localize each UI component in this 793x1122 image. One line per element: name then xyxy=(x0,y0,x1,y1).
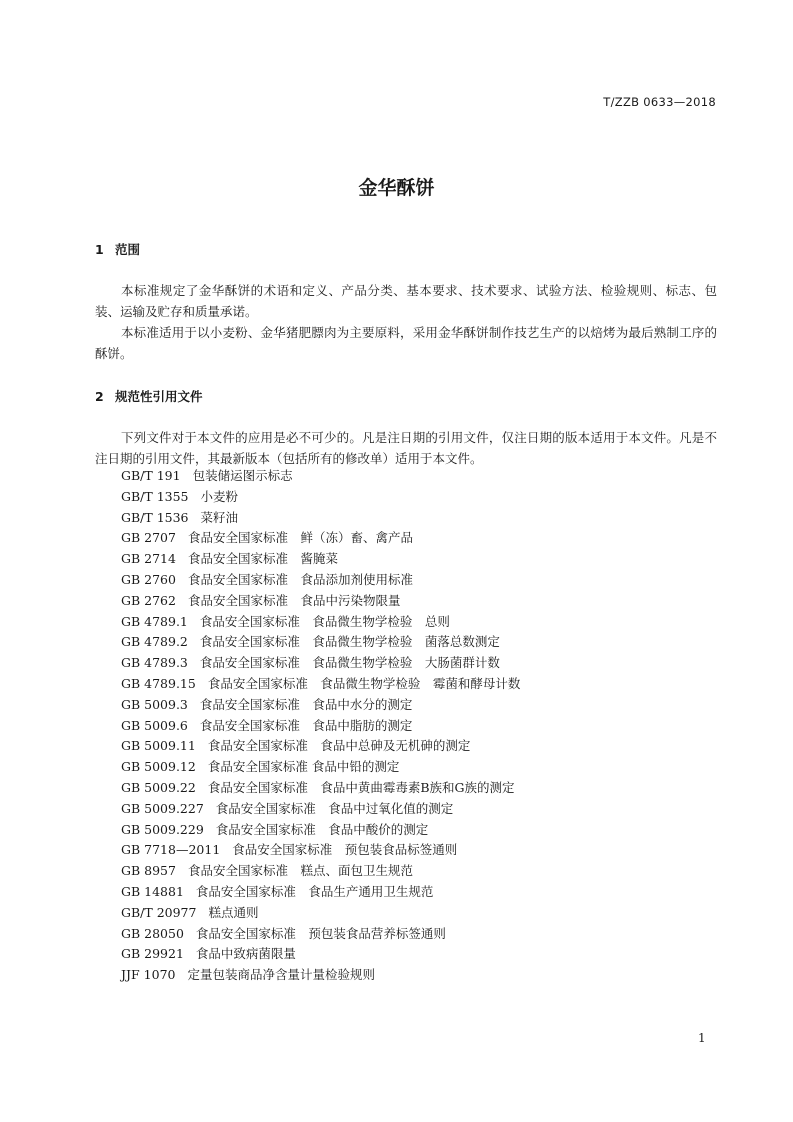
reference-item xyxy=(121,487,520,508)
section-1-heading xyxy=(95,240,140,258)
reference-item xyxy=(121,716,520,737)
reference-code: GB/T 1536 xyxy=(121,509,189,525)
reference-item xyxy=(121,736,520,757)
reference-list xyxy=(121,466,520,986)
reference-title: 食品安全国家标准 酱腌菜 xyxy=(187,551,338,567)
reference-title: 食品中致病菌限量 xyxy=(195,946,296,962)
section-1-number: 1 xyxy=(95,242,104,257)
reference-item xyxy=(121,528,520,549)
reference-code: GB 5009.6 xyxy=(121,717,188,733)
reference-code: GB 5009.229 xyxy=(121,821,204,837)
reference-item xyxy=(121,570,520,591)
reference-title: 食品安全国家标准 食品中过氧化值的测定 xyxy=(215,800,454,816)
reference-title: 食品安全国家标准 食品微生物学检验 大肠菌群计数 xyxy=(199,655,500,671)
reference-item xyxy=(121,882,520,903)
standard-code: T/ZZB 0633—2018 xyxy=(603,95,716,109)
reference-code: GB 4789.2 xyxy=(121,634,188,650)
reference-title: 食品安全国家标准 食品微生物学检验 霉菌和酵母计数 xyxy=(207,675,521,691)
reference-code: GB 29921 xyxy=(121,946,184,962)
section-1-title: 范围 xyxy=(115,242,141,257)
reference-item xyxy=(121,612,520,633)
reference-item xyxy=(121,674,520,695)
reference-item xyxy=(121,944,520,965)
reference-title: 食品安全国家标准 食品添加剂使用标准 xyxy=(187,571,413,587)
reference-title: 食品安全国家标准 食品中铅的测定 xyxy=(207,759,400,775)
reference-title: 小麦粉 xyxy=(200,488,239,504)
reference-code: GB 2707 xyxy=(121,530,176,546)
reference-code: GB 5009.11 xyxy=(121,738,196,754)
reference-title: 食品安全国家标准 食品中脂肪的测定 xyxy=(199,717,413,733)
reference-item xyxy=(121,778,520,799)
reference-code: GB 28050 xyxy=(121,925,184,941)
reference-code: JJF 1070 xyxy=(121,967,176,983)
reference-item xyxy=(121,820,520,841)
reference-code: GB 14881 xyxy=(121,883,184,899)
reference-item xyxy=(121,695,520,716)
reference-title: 食品安全国家标准 食品生产通用卫生规范 xyxy=(195,883,434,899)
document-title: 金华酥饼 xyxy=(358,177,435,199)
reference-item xyxy=(121,632,520,653)
reference-item xyxy=(121,924,520,945)
reference-code: GB 4789.1 xyxy=(121,613,188,629)
reference-title: 菜籽油 xyxy=(200,509,239,525)
reference-title: 食品安全国家标准 鲜（冻）畜、禽产品 xyxy=(187,530,413,546)
reference-title: 食品安全国家标准 预包装食品标签通则 xyxy=(232,842,458,858)
reference-title: 食品安全国家标准 糕点、面包卫生规范 xyxy=(187,863,413,879)
section-2-title: 规范性引用文件 xyxy=(115,389,203,404)
reference-title: 食品安全国家标准 食品中酸价的测定 xyxy=(215,821,429,837)
reference-code: GB 4789.3 xyxy=(121,655,188,671)
reference-code: GB 2760 xyxy=(121,571,176,587)
section-2-heading xyxy=(95,387,203,405)
reference-code: GB 5009.12 xyxy=(121,759,196,775)
reference-title: 食品安全国家标准 预包装食品营养标签通则 xyxy=(195,925,446,941)
reference-code: GB 5009.3 xyxy=(121,696,188,712)
reference-item xyxy=(121,508,520,529)
references-intro: 下列文件对于本文件的应用是必不可少的。凡是注日期的引用文件，仅注日期的版本适用于本文件。凡是不注日期的引用文件，其最新版本（包括所有的修改单）适用于本文件。 xyxy=(95,430,717,466)
reference-code: GB 4789.15 xyxy=(121,675,196,691)
reference-title: 食品安全国家标准 食品中总砷及无机砷的测定 xyxy=(207,738,471,754)
reference-item xyxy=(121,757,520,778)
reference-code: GB 5009.22 xyxy=(121,779,196,795)
reference-item xyxy=(121,840,520,861)
reference-item xyxy=(121,653,520,674)
scope-paragraph-1: 本标准规定了金华酥饼的术语和定义、产品分类、基本要求、技术要求、试验方法、检验规则、标志、包装、运输及贮存和质量承诺。 xyxy=(95,283,717,319)
page-number: 1 xyxy=(698,1031,706,1045)
reference-item xyxy=(121,591,520,612)
reference-title: 定量包装商品净含量计量检验规则 xyxy=(187,967,375,983)
reference-code: GB 5009.227 xyxy=(121,800,204,816)
reference-item xyxy=(121,861,520,882)
reference-item xyxy=(121,965,520,986)
reference-title: 食品安全国家标准 食品微生物学检验 菌落总数测定 xyxy=(199,634,500,650)
reference-title: 糕点通则 xyxy=(208,904,259,920)
reference-code: GB/T 1355 xyxy=(121,488,189,504)
reference-title: 食品安全国家标准 食品中黄曲霉毒素B族和G族的测定 xyxy=(207,779,515,795)
reference-item xyxy=(121,549,520,570)
scope-paragraph-2: 本标准适用于以小麦粉、金华猪肥膘肉为主要原料，采用金华酥饼制作技艺生产的以焙烤为最后熟制工序的酥饼。 xyxy=(95,325,717,361)
reference-code: GB 2714 xyxy=(121,551,176,567)
reference-code: GB/T 191 xyxy=(121,468,181,483)
reference-code: GB 7718—2011 xyxy=(121,842,221,858)
section-2-number: 2 xyxy=(95,389,104,404)
reference-item xyxy=(121,799,520,820)
reference-title: 食品安全国家标准 食品微生物学检验 总则 xyxy=(199,613,450,629)
reference-title: 食品安全国家标准 食品中水分的测定 xyxy=(199,696,413,712)
reference-code: GB 2762 xyxy=(121,592,176,608)
reference-item xyxy=(121,466,520,487)
reference-code: GB 8957 xyxy=(121,863,176,879)
reference-title: 食品安全国家标准 食品中污染物限量 xyxy=(187,592,401,608)
reference-code: GB/T 20977 xyxy=(121,904,197,920)
reference-title: 包装储运图示标志 xyxy=(192,468,293,483)
reference-item xyxy=(121,903,520,924)
